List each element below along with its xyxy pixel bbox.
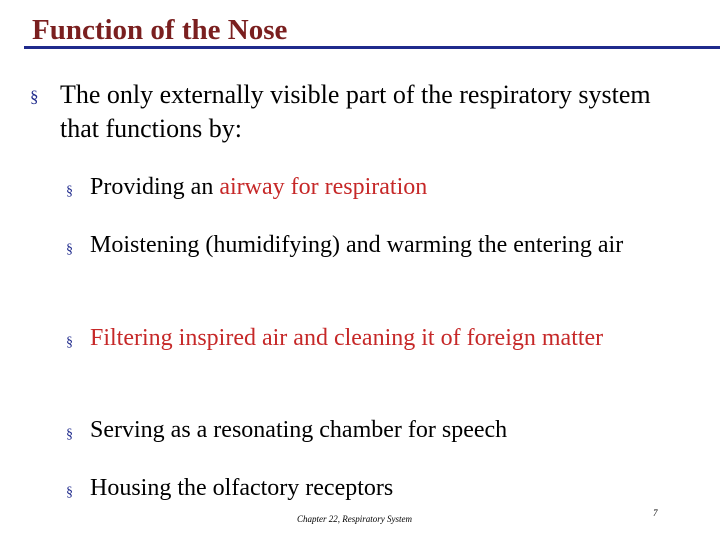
bullet-square-icon: § <box>66 485 73 500</box>
bullet-square-icon: § <box>30 87 39 106</box>
sub-bullet-text: Housing the olfactory receptors <box>90 475 394 501</box>
sub-bullet-text: Moistening (humidifying) and warming the entering air <box>90 232 624 258</box>
sub-bullet-airway <box>66 170 706 205</box>
sub-bullet-resonating <box>66 413 706 448</box>
main-bullet <box>30 78 690 146</box>
sub-bullet-olfactory <box>66 471 706 506</box>
sub-bullet-text-highlight: airway for respiration <box>219 174 428 200</box>
bullet-square-icon: § <box>66 184 73 199</box>
title-underline <box>24 46 720 49</box>
sub-bullet-text-plain: Providing an <box>90 174 220 200</box>
bullet-square-icon: § <box>66 427 73 442</box>
sub-bullet-text-highlight: Filtering inspired air and cleaning it of foreign matter <box>90 325 604 351</box>
sub-bullet-moistening <box>66 228 706 263</box>
footer-chapter: Chapter 22, Respiratory System <box>297 514 412 524</box>
main-bullet-text: The only externally visible part of the respiratory system that functions by: <box>60 80 651 143</box>
sub-bullet-text: Serving as a resonating chamber for speech <box>90 417 508 443</box>
bullet-square-icon: § <box>66 242 73 257</box>
sub-bullet-text <box>66 170 706 205</box>
page-number: 7 <box>653 508 658 518</box>
slide-title: Function of the Nose <box>32 14 288 46</box>
sub-bullet-filtering <box>66 321 706 356</box>
bullet-square-icon: § <box>66 335 73 350</box>
